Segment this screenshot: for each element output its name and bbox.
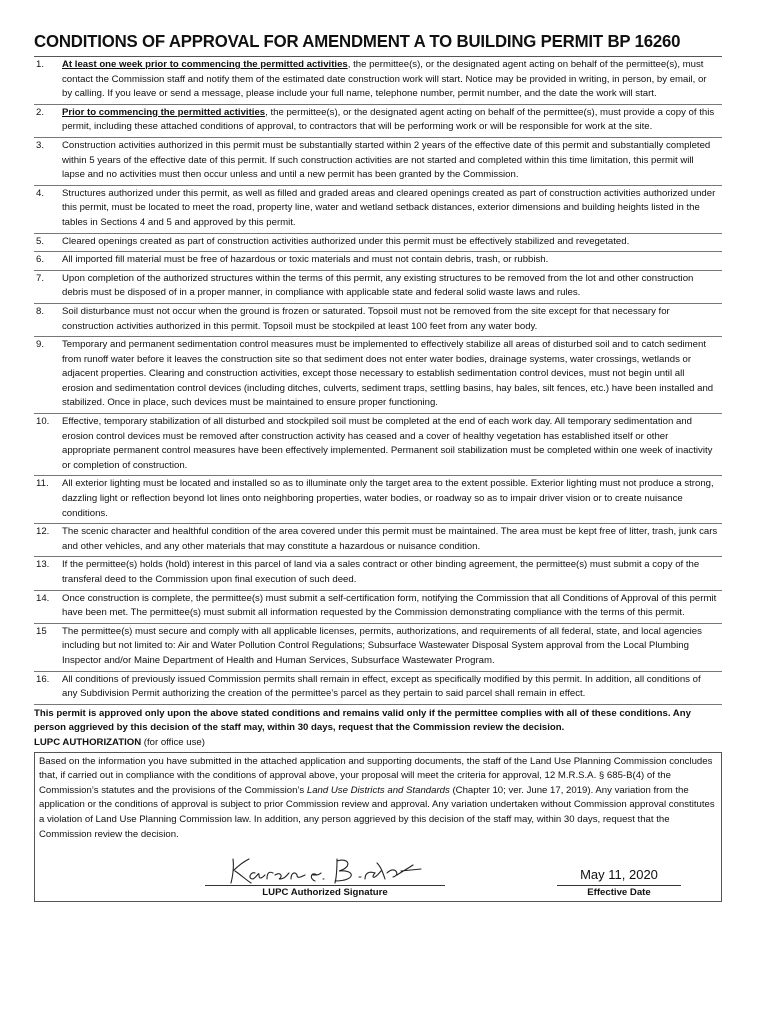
condition-item xyxy=(34,624,722,672)
condition-number: 11. xyxy=(36,478,49,490)
condition-number: 5. xyxy=(36,235,45,247)
condition-item xyxy=(34,234,722,253)
authorization-title: LUPC AUTHORIZATION xyxy=(34,736,142,748)
condition-text xyxy=(62,338,722,411)
condition-body: All conditions of previously issued Commission permits shall remain in effect, except as specifically modified by this permit. In addition, all conditions of any Subdivision Permit authorizing the creation of the permittee’s parcel as they pertain to said parcel shall remain in effect. xyxy=(62,673,701,700)
condition-item xyxy=(34,414,722,476)
condition-item xyxy=(34,304,722,337)
permit-page xyxy=(34,30,722,902)
condition-item xyxy=(34,105,722,138)
condition-text xyxy=(62,253,722,268)
condition-body: , the permittee(s), or the designated agent acting on behalf of the permittee(s), must contact the Commission staff and notify them of the estimated date construction work will start. Notice may be provided in writing, in person, by email, or by calling. If you leave or send a message, please include your full name, telephone number, permit number, and the date the work will start. xyxy=(62,59,707,100)
condition-body: Temporary and permanent sedimentation control measures must be implemented to effectively stabilize all areas of disturbed soil and to catch sediment from runoff water before it leaves the construction site so that sediment does not enter water bodies, drainage systems, water crossings, wetlands or adjacent properties. Clearing and construction activities, except those necessary to establish sedimentation control devices, must not begin until all erosion and sedimentation control devices (including ditches, culverts, sediment traps, settling basins, hay bales, silt fences, etc.) have been installed and stabilized. Once in place, such devices must be maintained to ensure proper functioning. xyxy=(62,339,714,409)
condition-text xyxy=(62,305,722,334)
condition-body: Construction activities authorized in this permit must be substantially started within 2 years of the effective date of this permit and substantially completed within 5 years of the effective date of this permit. If such construction activities are not started and completed within this time limitation, this permit will lapse and no activities must then occur unless and until a new permit has been granted by the Commission. xyxy=(62,139,711,181)
condition-text xyxy=(62,58,722,102)
authorization-text-part: Based on the information you have submitted in the attached application and supporting documents, the staff of the Land Use Planning Commission concludes that, if carried out in compliance with the conditions of approval above, your proposal will meet the criteria for approval, 12 M.R.S.A. § 685-B(4) of the Commission’s statutes and the provisions of the Commission’s xyxy=(39,755,713,796)
condition-number: 8. xyxy=(36,305,45,317)
condition-body: Soil disturbance must not occur when the ground is frozen or saturated. Topsoil must not be removed from the site except for that necessary for construction activities authorized in this permit. Topsoil must be stockpiled at least 100 feet from any water body. xyxy=(62,305,670,332)
condition-body: Upon completion of the authorized structures within the terms of this permit, any existing structures to be removed from the lot and other construction debris must be disposed of in a proper manner, in compliance with applicable state and federal solid waste laws and rules. xyxy=(62,272,694,299)
condition-item xyxy=(34,557,722,590)
page-title: CONDITIONS OF APPROVAL FOR AMENDMENT A TO BUILDING PERMIT BP 16260 xyxy=(34,31,681,51)
condition-body: The permittee(s) must secure and comply with all applicable licenses, permits, authorizations, and requirements of all federal, state, and local agencies including but not limited to: Air and Water Pollution Control Regulations; Subsurface Wastewater Disposal System approval from the Local Plumbing Inspector and/or Maine Department of Health and Human Services, Subsurface Wastewater Program. xyxy=(62,625,702,666)
approval-notice: This permit is approved only upon the above stated conditions and remains valid only if the permittee complies with all of these conditions. Any person aggrieved by this decision of the staff may, within 30 days, request that the Commission review the decision. xyxy=(34,707,691,734)
authorization-text-italic: Land Use Districts and Standards xyxy=(306,784,450,796)
condition-item xyxy=(34,337,722,414)
condition-text xyxy=(62,558,722,587)
condition-text xyxy=(62,235,722,250)
condition-text xyxy=(62,415,722,473)
condition-lead: Prior to commencing the permitted activities xyxy=(62,106,266,118)
authorization-heading xyxy=(34,736,722,753)
authorization-box xyxy=(34,753,722,902)
authorization-text-part: (Chapter 10; ver. June 17, 2019). Any variation from the application or the conditions of approval is subject to prior Commission review and approval. Any variation undertaken without Commission approval constitutes a violation of Land Use Planning Commission law. In addition, any person aggrieved by this decision of the staff may, within 30 days, request that the Commission review the decision. xyxy=(39,784,715,840)
condition-number: 4. xyxy=(36,187,45,199)
condition-number: 13. xyxy=(36,559,50,571)
condition-item xyxy=(34,138,722,186)
condition-item xyxy=(34,186,722,234)
condition-lead: At least one week prior to commencing the permitted activities xyxy=(62,59,348,70)
condition-body: All imported fill material must be free of hazardous or toxic materials and must not contain debris, trash, or rubbish. xyxy=(62,254,549,266)
condition-number: 10. xyxy=(36,416,50,428)
authorization-note: (for office use) xyxy=(141,736,205,748)
condition-number: 15 xyxy=(36,625,47,637)
condition-text xyxy=(62,139,722,183)
condition-text xyxy=(62,673,722,702)
condition-body: The scenic character and healthful condition of the area covered under this permit must be maintained. The area must be kept free of litter, trash, junk cars and other vehicles, and any other materials that may constitute a hazardous or nuisance condition. xyxy=(62,526,718,552)
condition-body: If the permittee(s) holds (hold) interest in this parcel of land via a sales contract or other binding agreement, the permittee(s) must submit a copy of the transferal deed to the Commission upon final execution of such deed. xyxy=(62,559,700,585)
authorization-text xyxy=(39,755,717,843)
condition-number: 2. xyxy=(36,106,45,118)
condition-text xyxy=(62,592,722,621)
conditions-list xyxy=(34,56,722,705)
condition-item xyxy=(34,591,722,624)
condition-text xyxy=(62,525,722,554)
condition-body: Cleared openings created as part of construction activities authorized under this permit must be effectively stabilized and revegetated. xyxy=(62,235,630,247)
condition-number: 7. xyxy=(36,272,45,284)
condition-item xyxy=(34,672,722,705)
condition-number: 16. xyxy=(36,673,50,685)
condition-number: 14. xyxy=(36,592,50,604)
signature-label: LUPC Authorized Signature xyxy=(262,886,388,898)
signature-line xyxy=(205,885,445,886)
condition-item xyxy=(34,476,722,524)
condition-text xyxy=(62,477,722,521)
condition-body: Once construction is complete, the permittee(s) must submit a self-certification form, notifying the Commission that all Conditions of Approval of this permit have been met. The permittee(s) must submit all information requested by the Commission demonstrating compliance with the terms of this permit. xyxy=(62,592,717,619)
condition-item xyxy=(34,271,722,304)
condition-body: , the permittee(s), or the designated agent acting on behalf of the permittee(s), must provide a copy of this permit, including these attached conditions of approval, to contractors that will be performing work or will be responsible for work at the site. xyxy=(62,106,715,133)
condition-number: 1. xyxy=(36,59,45,70)
condition-number: 3. xyxy=(36,139,45,151)
condition-number: 6. xyxy=(36,254,45,266)
condition-text xyxy=(62,272,722,301)
condition-text xyxy=(62,625,722,669)
condition-body: Structures authorized under this permit, as well as filled and graded areas and cleared openings created as part of construction activities authorized under this permit, must be located to meet the road, property line, water and wetland setback distances, exterior dimensions and building heights listed in the tables in Sections 4 and 5 and approved by this permit. xyxy=(62,187,716,228)
effective-date-label: Effective Date xyxy=(587,886,651,898)
condition-number: 9. xyxy=(36,339,45,351)
condition-item xyxy=(34,524,722,557)
condition-body: Effective, temporary stabilization of all disturbed and stockpiled soil must be completed at the end of each work day. All temporary sedimentation and erosion control devices must be removed after construction activity has ceased and a cover of healthy vegetation has established itself or other appropriate permanent control measures have been effectively implemented. Permanent soil stabilization must be completed within one week of inactivity or completion of construction. xyxy=(62,416,713,471)
condition-item xyxy=(34,252,722,271)
condition-text xyxy=(62,106,722,135)
condition-body: All exterior lighting must be located and installed so as to illuminate only the target area to the extent possible. Exterior lighting must not produce a strong, dazzling light or reflection beyond lot lines onto neighboring properties, water bodies, or roadway so as to impair driver vision or to create nuisance conditions. xyxy=(62,478,714,519)
effective-date-value: May 11, 2020 xyxy=(580,866,658,882)
date-line xyxy=(557,885,681,886)
condition-item xyxy=(34,57,722,105)
handwritten-signature xyxy=(225,853,425,887)
condition-number: 12. xyxy=(36,526,50,538)
condition-text xyxy=(62,187,722,231)
